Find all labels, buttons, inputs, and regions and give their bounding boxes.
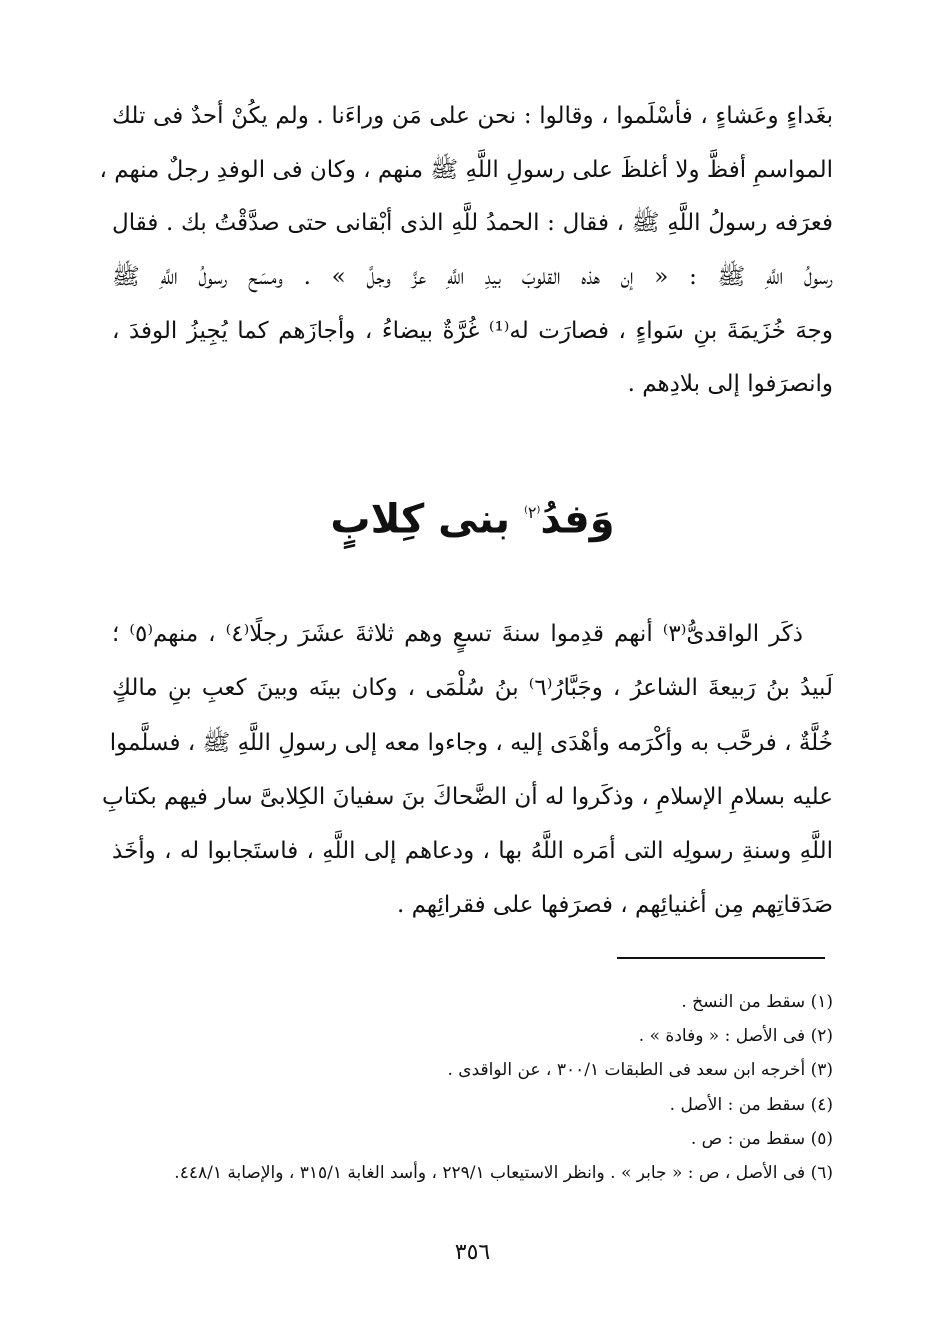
heading-words: بنى كِلابٍ: [330, 496, 510, 543]
text-line: وانصرَفوا إلى بلادِهم .: [627, 371, 833, 398]
page-number: ٣٥٦: [454, 1240, 491, 1265]
footnote-item: (٢) فى الأصل : « وفادة » .: [638, 1026, 833, 1047]
text-line: ذكَر الواقدىُّ⁽٣⁾ أنهم قدِموا سنةَ تسعٍ وهم ثلاثةَ عشَرَ رجلًا⁽٤⁾ ، منهم⁽٥⁾ ؛: [112, 621, 803, 647]
text-line: خُلَّةٌ ، فرحَّب به وأكْرَمه وأهْدَى إليه ، وجاءوا معه إلى رسولِ اللَّهِ ﷺ ، فسلَّموا: [109, 729, 833, 756]
footnotes: [112, 985, 833, 1190]
footnote-separator: [617, 957, 825, 959]
text-line: عليه بسلامِ الإسلامِ ، وذكَروا له أن الضَّحاكَ بنَ سفيانَ الكِلابىَّ سار فيهم بكتابِ: [102, 783, 833, 810]
footnote-item: (٥) سقط من : ص .: [690, 1128, 833, 1149]
text-line: وجهَ خُزَيمَةَ بنِ سَواءٍ ، فصارَت له⁽¹⁾ غُرَّةٌ بيضاءُ ، وأجازَهم كما يُجِيزُ الوفدَ ،: [112, 317, 833, 344]
text-line: المواسمِ أفظَّ ولا أغلظَ على رسولِ اللَّهِ ﷺ منهم ، وكان فى الوفدِ رجلٌ منهم ،: [99, 156, 833, 183]
footnote-item: (٦) فى الأصل ، ص : « جابر » . وانظر الاستيعاب ٢٢٩/١ ، وأسد الغابة ٣١٥/١ ، والإصابة ٤٤٨/١.: [174, 1162, 833, 1183]
footnote-marker: ⁽٢⁾: [523, 503, 541, 522]
footnote-item: (١) سقط من النسخ .: [681, 992, 833, 1012]
text-line: اللَّهِ وسنةِ رسولِه التى أمَره اللَّهُ بها ، ودعاهم إلى اللَّهِ ، فاستَجابوا له ، وأخَذ: [112, 838, 833, 865]
text-line: بغَداءٍ وعَشاءٍ ، فأسْلَموا ، وقالوا : نحن على مَن وراءَنا . ولم يكُنْ أحدٌ فى تلك: [112, 103, 833, 129]
intro-paragraph: [99, 90, 833, 412]
footnote-item: (٤) سقط من : الأصل .: [669, 1094, 833, 1115]
footnote-item: (٣) أخرجه ابن سعد فى الطبقات ٣٠٠/١ ، عن الواقدى .: [447, 1060, 833, 1081]
body-paragraph: [102, 607, 834, 933]
text-line: لَبيدُ بنُ رَبيعةَ الشاعرُ ، وجَبَّارُ⁽٦⁾ بنُ سُلْمَى ، وكان بينَه وبينَ كعبِ بنِ مالكٍ: [112, 675, 834, 702]
text-line: رسولُ اللَّهِ ﷺ : « إن هذه القلوبَ بيدِ اللَّهِ عزَّ وجلَّ » . ومسَح رسولُ اللَّهِ ﷺ: [112, 264, 833, 291]
text-line: صَدَقاتِهم مِن أغنيائِهم ، فصرَفها على فقرائِهم .: [396, 892, 833, 919]
heading-word: وَفدُ: [540, 496, 615, 543]
section-heading: [112, 478, 833, 554]
text-line: فعرَفه رسولُ اللَّهِ ﷺ ، فقال : الحمدُ للَّهِ الذى أبْقانى حتى صدَّقْتُ بك . فقال: [112, 210, 833, 237]
